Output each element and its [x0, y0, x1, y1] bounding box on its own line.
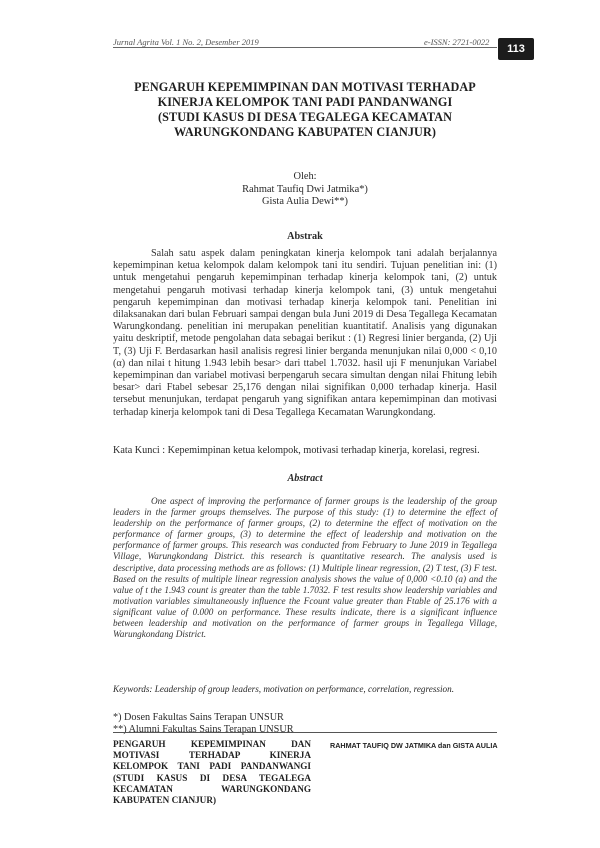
affiliation-note: **) Alumni Fakultas Sains Terapan UNSUR [113, 724, 294, 736]
kata-kunci: Kata Kunci : Kepemimpinan ketua kelompok, motivasi terhadap kinerja, korelasi, regresi. [113, 445, 480, 456]
affiliation-note: *) Dosen Fakultas Sains Terapan UNSUR [113, 712, 284, 723]
keywords: Keywords: Leadership of group leaders, motivation on performance, correlation, regression. [113, 684, 455, 694]
title-line: (STUDI KASUS DI DESA TEGALEGA KECAMATAN [157, 110, 453, 124]
journal-name: Jurnal Agrita Vol. 1 No. 2, Desember 2019 [113, 37, 259, 47]
footer-divider [113, 732, 497, 733]
header-divider [113, 47, 497, 48]
abstract-body: One aspect of improving the performance of farmer groups is the leadership of the group leaders in the farmer groups themselves. The purpose of this study: (1) to determine the effect of leadership on the performance of farmer groups, (2) to determine the effect of motivation on the performance of farmer groups, (3) to determine the effect of leadership and motivation on the performance of farmer groups. This research was conducted from February to June 2019 in Tegallega Village, Warungkondang District. this research is quantitative research. The analysis used is descriptive, data processing methods are as follows: (1) Multiple linear regression, (2) T test, (3) F test. Based on the results of multiple linear regression analysis shows the value of 0,000 <0.10 (a) and the value of t the 1.943 count is greater than the table 1.7032. F test results show leadership variables and motivation variables simultaneously influence the Fcount value greater than Ftable of 25.176 with a significant value of 0.000 on performance. These results indicate, there is a significant influence between leadership and motivation on the performance of farmer groups in Tegallega Village, Warungkondang District. [113, 496, 497, 640]
issn-label: e-ISSN: 2721-0022 [424, 37, 490, 47]
abstrak-body: Salah satu aspek dalam peningkatan kinerja kelompok tani adalah berjalannya kepemimpinan ketua kelompok dalam kelompok tani itu sendiri. Tujuan penelitian ini: (1) untuk mengetahui pengaruh kepemimpinan terhadap kinerja kelompok tani, (2) untuk mengetahui pengaruh motivasi terhadap kinerja kelompok tani, (3) untuk mengetahui pengaruh kepemimpinan dan motivasi terhadap kinerja kelompok tani. Penelitian ini dilaksanakan dari bulan Februari sampai dengan bula Juni 2019 di Desa Tegallega Kecamatan Warungkondang. penelitian ini merupakan penelitian kuantitatif. Analisis yang digunakan yaitu deskriptif, metode pengolahan data sebagai berikut : (1) Regresi linier berganda, (2) Uji T, (3) Uji F. Berdasarkan hasil analisis regresi linier berganda menunjukan nilai 0,000 < 0,10 (α) dan nilai t hitung 1.943 lebih besar> dari ttabel 1.7032. hasil uji F menunjukan Variabel kepemimpinan dan variabel motivasi berpengaruh secara simultan dengan nilai Fhitung lebih besar> dari Ftabel sebesar 25,176 dengan nilai signifikan 0,000 terhadap kinerja. Hasil tersebut menunjukan, terdapat pengaruh yang signifikan antara kepemimpinan dan motivasi terhadap kinerja kelompok tani di Desa Tegallega Kecamatan Warungkondang. [113, 248, 497, 418]
page-number-badge: 113 [498, 38, 534, 60]
paper-title [113, 80, 497, 140]
title-line: KINERJA KELOMPOK TANI PADI PANDANWANGI [157, 95, 453, 109]
title-line: WARUNGKONDANG KABUPATEN CIANJUR) [173, 125, 437, 139]
footer-authors: RAHMAT TAUFIQ DW JATMIKA dan GISTA AULIA [330, 741, 498, 750]
author-name: Rahmat Taufiq Dwi Jatmika*) [242, 183, 368, 195]
author-block [113, 171, 497, 209]
author-name: Gista Aulia Dewi**) [262, 196, 348, 207]
abstrak-heading: Abstrak [287, 231, 323, 242]
by-label: Oleh: [293, 171, 317, 182]
title-line: PENGARUH KEPEMIMPINAN DAN MOTIVASI TERHADAP [134, 80, 476, 94]
abstract-heading: Abstract [287, 473, 323, 484]
footer-title: PENGARUH KEPEMIMPINAN DAN MOTIVASI TERHADAP KINERJA KELOMPOK TANI PADI PANDANWANGI (STUDI KASUS DI DESA TEGALEGA KECAMATAN WARUNGKONDANG KABUPATEN CIANJUR) [113, 739, 311, 806]
